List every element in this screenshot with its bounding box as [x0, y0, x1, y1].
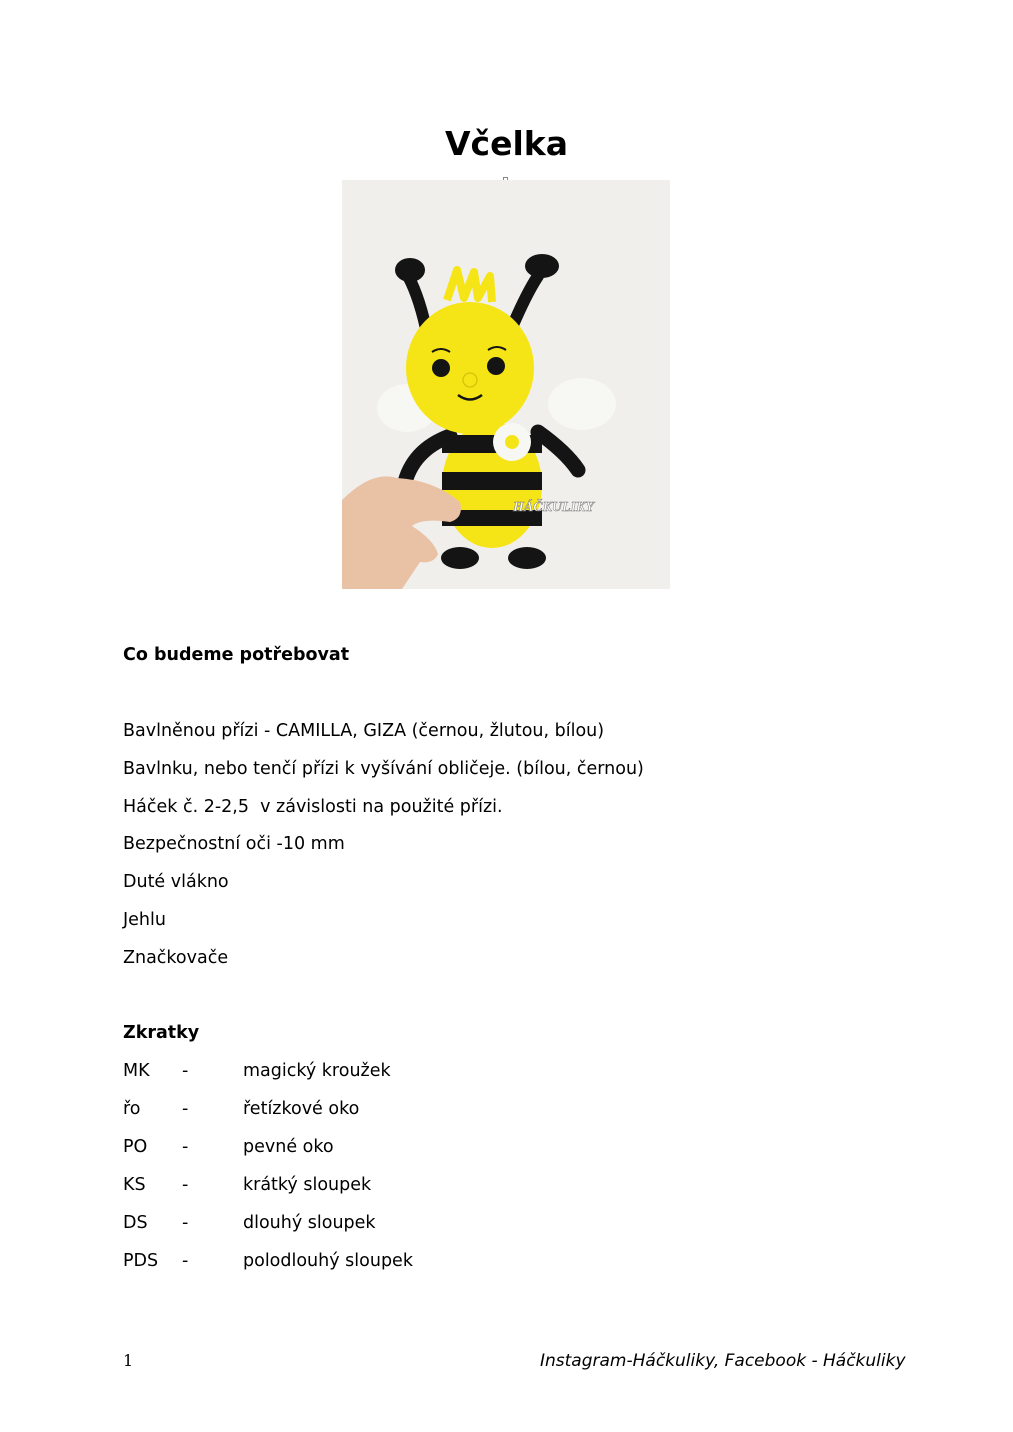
- abbreviation-key: KS: [123, 1175, 146, 1195]
- page-number: 1: [123, 1351, 134, 1370]
- abbreviation-key: PO: [123, 1137, 148, 1157]
- crochet-bee-photo: [342, 180, 670, 589]
- abbreviation-meaning: magický kroužek: [243, 1061, 391, 1081]
- abbreviation-dash: -: [182, 1137, 189, 1157]
- material-item: Háček č. 2-2,5 v závislosti na použité přízi.: [123, 797, 503, 817]
- abbreviation-key: PDS: [123, 1251, 159, 1271]
- document-title: Včelka: [444, 124, 568, 163]
- material-item: Bavlnku, nebo tenčí přízi k vyšívání obličeje. (bílou, černou): [123, 759, 644, 779]
- materials-heading: Co budeme potřebovat: [123, 645, 350, 665]
- abbreviations-heading: Zkratky: [123, 1023, 200, 1043]
- abbreviation-key: řo: [123, 1099, 141, 1119]
- abbreviation-meaning: dlouhý sloupek: [243, 1213, 376, 1233]
- abbreviation-key: MK: [123, 1061, 150, 1081]
- abbreviation-dash: -: [182, 1099, 189, 1119]
- abbreviation-dash: -: [182, 1251, 189, 1271]
- abbreviation-dash: -: [182, 1213, 189, 1233]
- abbreviation-meaning: polodlouhý sloupek: [243, 1251, 413, 1271]
- abbreviation-meaning: řetízkové oko: [243, 1099, 360, 1119]
- photo-watermark: HÁČKULIKY: [513, 500, 594, 515]
- footer-social-links: Instagram-Háčkuliky, Facebook - Háčkuliky: [540, 1351, 906, 1371]
- material-item: Duté vlákno: [123, 872, 229, 892]
- abbreviation-dash: -: [182, 1175, 189, 1195]
- material-item: Jehlu: [123, 910, 166, 930]
- abbreviation-dash: -: [182, 1061, 189, 1081]
- abbreviation-key: DS: [123, 1213, 148, 1233]
- material-item: Značkovače: [123, 948, 229, 968]
- abbreviation-meaning: krátký sloupek: [243, 1175, 372, 1195]
- material-item: Bezpečnostní oči -10 mm: [123, 834, 345, 854]
- abbreviation-meaning: pevné oko: [243, 1137, 334, 1157]
- material-item: Bavlněnou přízi - CAMILLA, GIZA (černou, žlutou, bílou): [123, 721, 605, 741]
